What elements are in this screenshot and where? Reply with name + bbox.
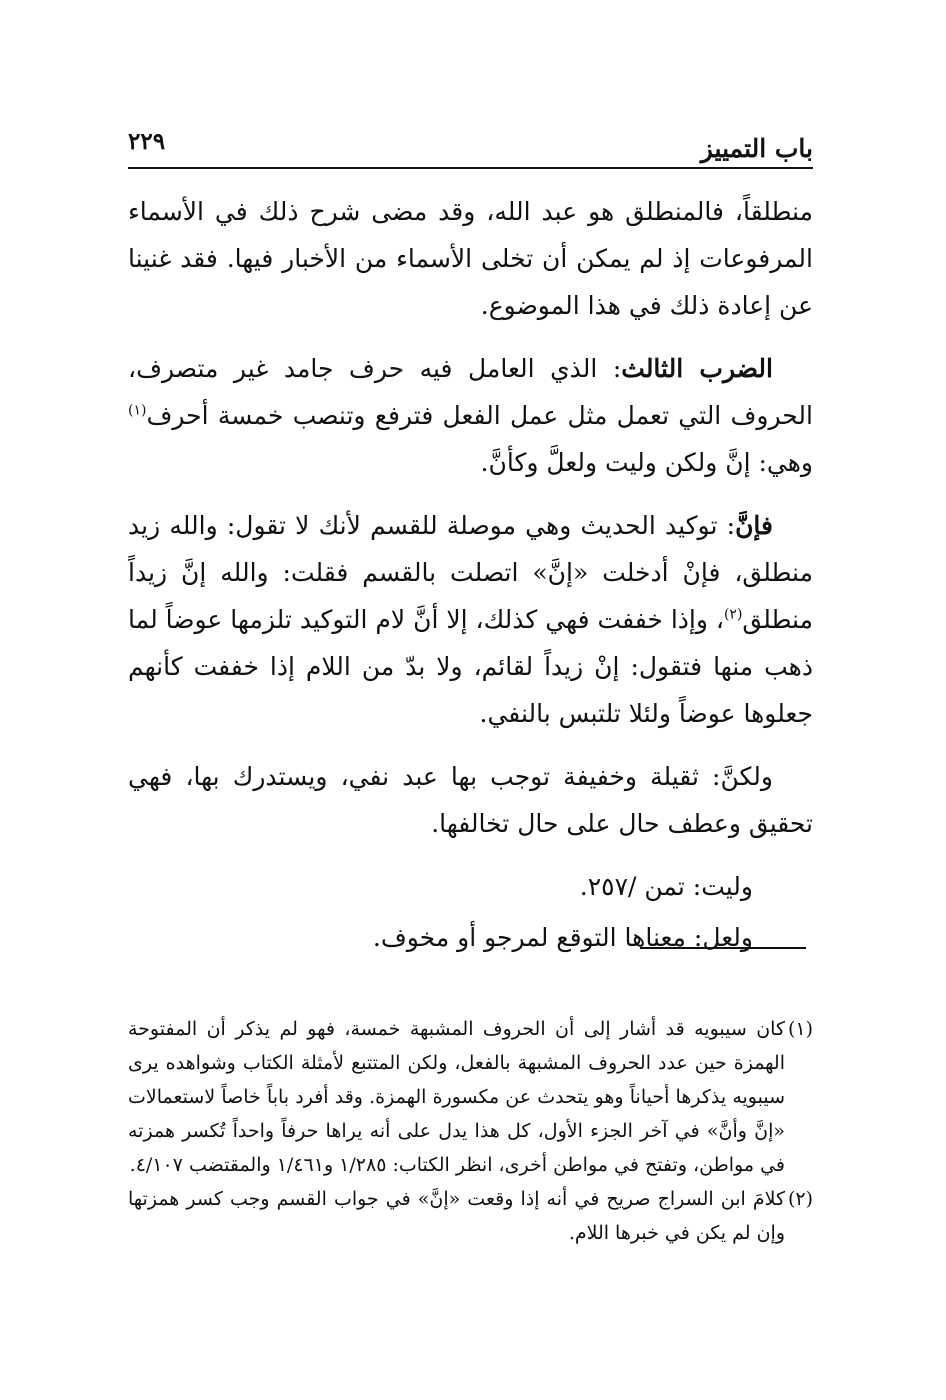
page-number: ٢٢٩ xyxy=(128,128,166,155)
footnote-text: كلامَ ابن السراج صريح في أنه إذا وقعت «إنَّ» في جواب القسم وجب كسر همزتها وإن لم يكن في خبرها اللام. xyxy=(128,1188,785,1244)
footnote-number: (٢) xyxy=(787,1188,813,1210)
paragraph-3-text-b: ، وإذا خففت فهي كذلك، إلا أنَّ لام التوكيد تلزمها عوضاً لما ذهب منها فتقول: إنْ زيداً لقائم، ولا بدّ من اللام إذا خففت كأنهم جعلوها عوضاً ولئلا تلتبس بالنفي. xyxy=(128,605,813,728)
paragraph-4: ولكنَّ: ثقيلة وخفيفة توجب بها عبد نفي، ويستدرك بها، فهي تحقيق وعطف حال على حال تخالفها. xyxy=(128,762,813,838)
term-third-type: الضرب الثالث xyxy=(621,354,773,383)
paragraph-5: وليت: تمن /٢٥٧. xyxy=(579,872,753,901)
header-rule xyxy=(128,167,813,169)
footnote-1 xyxy=(128,1012,813,1182)
paragraph-6: ولعل: معناها التوقع لمرجو أو مخوف. xyxy=(372,923,753,952)
chapter-title: باب التمييز xyxy=(700,134,813,163)
paragraph-2-text-b: وهي: إنَّ ولكن وليت ولعلَّ وكأنَّ. xyxy=(480,448,813,477)
footnote-2 xyxy=(128,1182,813,1250)
paragraph-2-text-a: : الذي العامل فيه حرف جامد غير متصرف، الحروف التي تعمل مثل عمل الفعل فترفع وتنصب خمسة أحرف xyxy=(128,354,813,430)
footnote-ref-2: (٢) xyxy=(723,606,743,623)
footnote-number: (١) xyxy=(787,1018,813,1040)
term-inna: فإنَّ xyxy=(735,511,773,540)
paragraph-3-text-a: : توكيد الحديث وهي موصلة للقسم لأنك لا تقول: والله زيد منطلق، فإنْ أدخلت «إنَّ» اتصلت بالقسم فقلت: والله إنَّ زيداً منطلق xyxy=(128,511,813,634)
paragraph-3 xyxy=(128,502,813,737)
paragraph-2 xyxy=(128,345,813,486)
footnotes xyxy=(128,1012,813,1250)
footnote-rule xyxy=(640,947,806,949)
footnote-ref-1: (١) xyxy=(128,402,147,419)
footnote-text: كان سيبويه قد أشار إلى أن الحروف المشبهة خمسة، فهو لم يذكر أن المفتوحة الهمزة حين عدد الحروف المشبهة بالفعل، ولكن المتتبع لأمثلة الكتاب وشواهده يرى سيبويه يذكرها أحياناً وهو يتحدث عن مكسورة الهمزة. وقد أفرد باباً خاصاً لاستعمالات «إنَّ وأنَّ» في آخر الجزء الأول، كل هذا يدل على أنه يراها حرفاً واحداً تُكسر همزته في مواطن، وتفتح في مواطن أخرى، انظر الكتاب: ١/٢٨٥ و١/٤٦١ والمقتضب ٤/١٠٧. xyxy=(128,1018,785,1176)
body-text xyxy=(128,188,813,965)
paragraph-1: منطلقاً، فالمنطلق هو عبد الله، وقد مضى شرح ذلك في الأسماء المرفوعات إذ لم يمكن أن تخلى الأسماء من الأخبار فيها. فقد غنينا عن إعادة ذلك في هذا الموضوع. xyxy=(128,197,813,320)
running-header xyxy=(128,128,813,168)
